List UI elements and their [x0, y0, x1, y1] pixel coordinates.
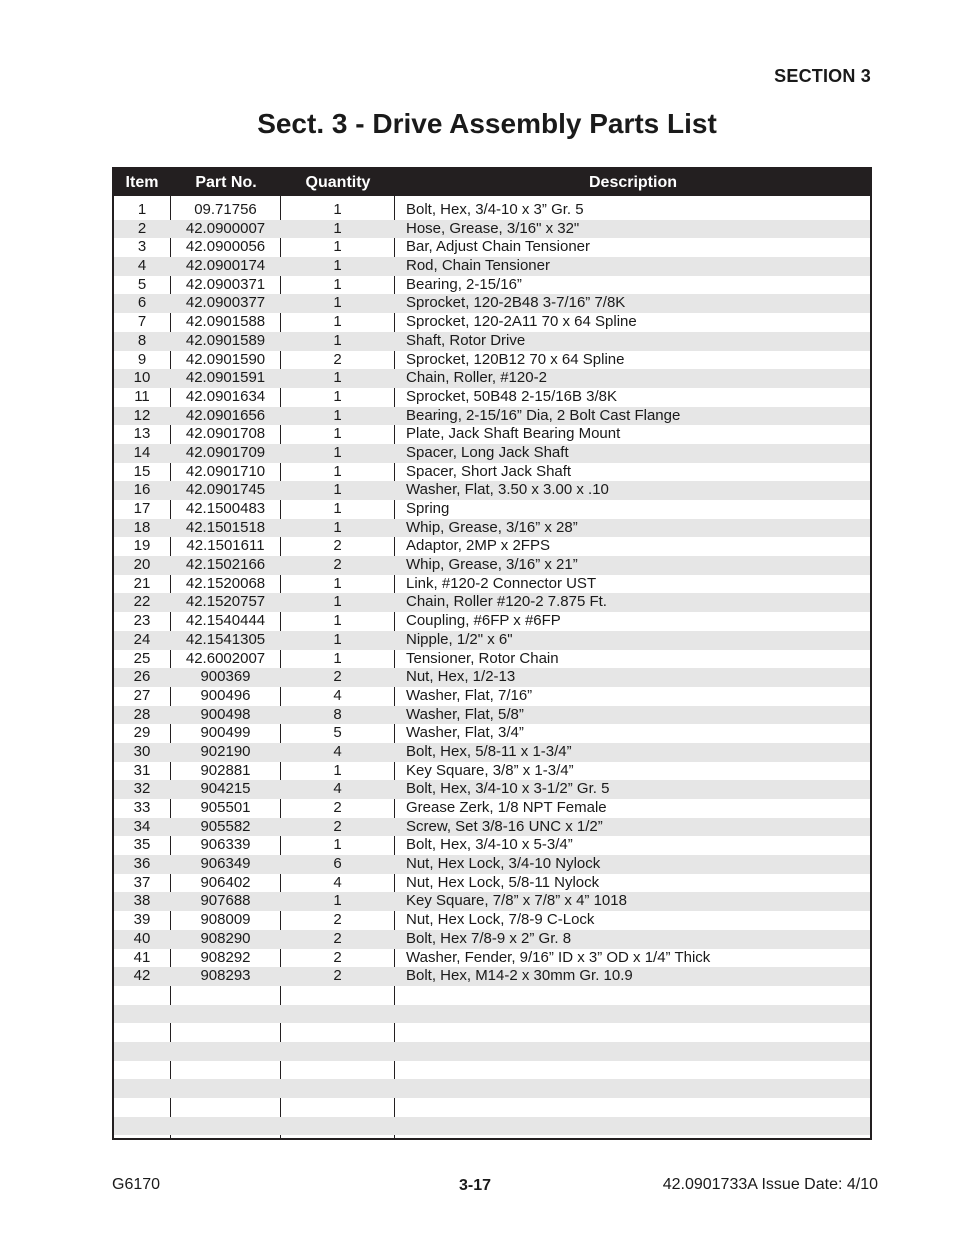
cell-item: 1 — [137, 201, 147, 218]
cell-description: Washer, Flat, 3/4” — [406, 724, 524, 742]
cell-description: Whip, Grease, 3/16” x 28” — [406, 518, 578, 536]
cell-quantity: 1 — [333, 761, 342, 779]
cell-description: Sprocket, 120-2B48 3-7/16” 7/8K — [406, 294, 626, 312]
table-header — [114, 169, 870, 196]
table-row — [114, 668, 870, 687]
cell-description: Bolt, Hex 7/8-9 x 2” Gr. 8 — [406, 929, 572, 947]
table-row — [114, 351, 870, 370]
cell-item: 14 — [133, 443, 151, 461]
cell-quantity: 1 — [333, 369, 342, 387]
table-row — [114, 799, 870, 818]
cell-part-no: 906349 — [200, 855, 251, 873]
table-row — [114, 631, 870, 650]
cell-description: Washer, Flat, 5/8” — [406, 705, 524, 723]
cell-item: 10 — [133, 369, 151, 387]
cell-item: 39 — [133, 911, 151, 929]
cell-part-no: 42.1501518 — [185, 518, 266, 536]
cell-quantity: 1 — [333, 612, 342, 630]
table-row — [114, 892, 870, 911]
table-row — [114, 836, 870, 855]
table-row — [114, 818, 870, 837]
cell-quantity: 1 — [333, 219, 342, 237]
cell-part-no: 42.0900371 — [185, 275, 266, 293]
cell-part-no: 42.1541305 — [185, 630, 266, 648]
table-row — [114, 780, 870, 799]
cell-part-no: 905582 — [200, 817, 251, 835]
table-row — [114, 556, 870, 575]
empty-table-row — [114, 1023, 870, 1042]
table-row — [114, 500, 870, 519]
cell-part-no: 900496 — [200, 686, 251, 704]
cell-item: 16 — [133, 481, 151, 499]
cell-part-no: 42.0900174 — [185, 257, 266, 275]
cell-description: Washer, Fender, 9/16” ID x 3” OD x 1/4” Thick — [406, 948, 711, 966]
cell-quantity: 1 — [333, 649, 342, 667]
cell-description: Screw, Set 3/8-16 UNC x 1/2” — [406, 817, 603, 835]
cell-item: 31 — [133, 761, 151, 779]
cell-item: 33 — [133, 799, 151, 816]
empty-table-row — [114, 1005, 870, 1024]
cell-quantity: 6 — [333, 855, 342, 873]
cell-quantity: 1 — [333, 574, 342, 592]
table-row — [114, 444, 870, 463]
cell-part-no: 42.1500483 — [185, 500, 266, 517]
cell-quantity: 1 — [333, 313, 342, 331]
table-row — [114, 855, 870, 874]
cell-quantity: 2 — [333, 556, 342, 574]
cell-item: 30 — [133, 742, 151, 760]
cell-part-no: 907688 — [200, 892, 251, 910]
cell-quantity: 2 — [333, 799, 342, 816]
cell-item: 12 — [133, 406, 151, 424]
cell-quantity: 4 — [333, 686, 342, 704]
cell-description: Nut, Hex Lock, 7/8-9 C-Lock — [406, 911, 595, 929]
cell-quantity: 1 — [333, 836, 342, 854]
parts-table — [112, 167, 872, 1140]
cell-item: 11 — [134, 387, 150, 405]
cell-description: Spring — [406, 500, 450, 517]
cell-part-no: 42.0901708 — [185, 425, 266, 443]
header-description: Description — [588, 174, 677, 191]
cell-part-no: 902881 — [200, 761, 251, 779]
cell-item: 6 — [137, 294, 147, 312]
table-row — [114, 238, 870, 257]
cell-item: 35 — [133, 836, 151, 854]
table-row — [114, 201, 870, 220]
cell-item: 40 — [133, 929, 151, 947]
cell-quantity: 1 — [333, 425, 342, 443]
footer-document-id: 42.0901733A Issue Date: 4/10 — [662, 1176, 878, 1193]
cell-quantity: 1 — [333, 462, 342, 480]
cell-quantity: 1 — [333, 481, 342, 499]
cell-item: 41 — [133, 948, 151, 966]
cell-quantity: 2 — [333, 817, 342, 835]
cell-quantity: 2 — [333, 948, 342, 966]
cell-description: Chain, Roller, #120-2 — [406, 369, 547, 387]
cell-description: Sprocket, 120B12 70 x 64 Spline — [406, 350, 625, 368]
cell-quantity: 4 — [333, 780, 342, 798]
table-row — [114, 294, 870, 313]
table-row — [114, 612, 870, 631]
cell-quantity: 2 — [333, 350, 342, 368]
header-part-no: Part No. — [195, 174, 257, 191]
cell-part-no: 42.0900377 — [185, 294, 266, 312]
footer-page-number: 3-17 — [459, 1177, 492, 1194]
cell-part-no: 900499 — [200, 724, 251, 742]
cell-part-no: 908290 — [200, 929, 251, 947]
empty-table-row — [114, 1117, 870, 1136]
page-title: Sect. 3 - Drive Assembly Parts List — [257, 108, 717, 139]
cell-quantity: 1 — [333, 387, 342, 405]
table-row — [114, 650, 870, 669]
cell-item: 32 — [133, 780, 151, 798]
cell-quantity: 4 — [333, 742, 342, 760]
section-label: SECTION 3 — [774, 66, 871, 86]
cell-item: 7 — [137, 313, 147, 331]
cell-part-no: 42.0901590 — [185, 350, 266, 368]
cell-description: Bearing, 2-15/16” — [406, 275, 522, 293]
cell-quantity: 2 — [333, 537, 342, 555]
cell-part-no: 42.0901589 — [185, 331, 266, 349]
cell-part-no: 42.0900056 — [185, 238, 266, 256]
cell-description: Spacer, Short Jack Shaft — [406, 462, 572, 480]
cell-description: Whip, Grease, 3/16” x 21” — [406, 556, 578, 574]
cell-quantity: 8 — [333, 705, 342, 723]
cell-part-no: 42.6002007 — [185, 649, 266, 667]
cell-part-no: 900498 — [200, 705, 251, 723]
cell-part-no: 902190 — [200, 742, 251, 760]
cell-quantity: 2 — [333, 911, 342, 929]
cell-description: Sprocket, 50B48 2-15/16B 3/8K — [406, 387, 617, 405]
cell-item: 4 — [137, 257, 147, 275]
cell-part-no: 42.1520757 — [185, 593, 266, 611]
table-body — [114, 201, 870, 1135]
cell-quantity: 2 — [333, 967, 342, 985]
cell-description: Nipple, 1/2" x 6" — [406, 630, 513, 648]
footer-model: G6170 — [112, 1176, 161, 1193]
cell-part-no: 42.1501611 — [186, 537, 265, 555]
cell-item: 3 — [137, 238, 147, 256]
cell-part-no: 905501 — [200, 799, 251, 816]
table-row — [114, 575, 870, 594]
cell-description: Grease Zerk, 1/8 NPT Female — [406, 799, 607, 816]
cell-item: 20 — [133, 556, 151, 574]
cell-item: 13 — [133, 425, 151, 443]
table-row — [114, 911, 870, 930]
cell-quantity: 2 — [333, 668, 342, 686]
table-row — [114, 706, 870, 725]
cell-description: Bolt, Hex, 5/8-11 x 1-3/4” — [406, 742, 572, 760]
cell-part-no: 42.0900007 — [185, 219, 266, 237]
cell-item: 17 — [133, 500, 151, 517]
cell-item: 29 — [133, 724, 151, 742]
cell-part-no: 904215 — [200, 780, 251, 798]
cell-part-no: 42.1540444 — [185, 612, 266, 630]
cell-item: 21 — [133, 574, 151, 592]
cell-item: 9 — [137, 350, 147, 368]
cell-part-no: 09.71756 — [194, 201, 257, 218]
cell-quantity: 1 — [333, 593, 342, 611]
cell-part-no: 908293 — [200, 967, 251, 985]
table-row — [114, 276, 870, 295]
cell-description: Bolt, Hex, 3/4-10 x 5-3/4” — [406, 836, 573, 854]
cell-item: 28 — [133, 705, 151, 723]
cell-description: Tensioner, Rotor Chain — [406, 649, 559, 667]
table-row — [114, 593, 870, 612]
cell-item: 27 — [133, 686, 151, 704]
header-quantity: Quantity — [305, 174, 371, 191]
table-row — [114, 332, 870, 351]
cell-part-no: 42.0901588 — [185, 313, 266, 331]
cell-item: 36 — [133, 855, 151, 873]
cell-description: Plate, Jack Shaft Bearing Mount — [406, 425, 621, 443]
table-row — [114, 313, 870, 332]
cell-description: Adaptor, 2MP x 2FPS — [406, 537, 550, 555]
cell-description: Bar, Adjust Chain Tensioner — [406, 238, 591, 256]
cell-part-no: 908292 — [200, 948, 251, 966]
cell-item: 8 — [137, 331, 147, 349]
table-row — [114, 762, 870, 781]
cell-quantity: 1 — [333, 257, 342, 275]
cell-quantity: 1 — [333, 238, 342, 256]
cell-item: 37 — [133, 873, 151, 891]
cell-part-no: 42.0901656 — [185, 406, 266, 424]
cell-description: Bolt, Hex, 3/4-10 x 3-1/2” Gr. 5 — [406, 780, 610, 798]
cell-part-no: 42.0901745 — [185, 481, 266, 499]
header-item: Item — [125, 174, 159, 191]
cell-item: 38 — [133, 892, 151, 910]
cell-part-no: 900369 — [200, 668, 251, 686]
cell-item: 26 — [133, 668, 151, 686]
cell-quantity: 1 — [333, 331, 342, 349]
table-row — [114, 407, 870, 426]
cell-part-no: 42.0901710 — [185, 462, 266, 480]
cell-quantity: 2 — [333, 929, 342, 947]
cell-item: 19 — [133, 537, 151, 555]
cell-item: 25 — [133, 649, 151, 667]
cell-description: Nut, Hex, 1/2-13 — [406, 668, 516, 686]
cell-part-no: 906402 — [200, 873, 251, 891]
cell-description: Spacer, Long Jack Shaft — [406, 443, 569, 461]
cell-quantity: 1 — [333, 201, 342, 218]
cell-quantity: 5 — [333, 724, 342, 742]
table-row — [114, 687, 870, 706]
cell-description: Coupling, #6FP x #6FP — [406, 612, 561, 630]
table-row — [114, 257, 870, 276]
table-row — [114, 724, 870, 743]
cell-quantity: 1 — [333, 892, 342, 910]
cell-item: 24 — [133, 630, 151, 648]
cell-item: 5 — [137, 275, 147, 293]
table-row — [114, 930, 870, 949]
table-row — [114, 481, 870, 500]
empty-table-row — [114, 1061, 870, 1080]
table-row — [114, 388, 870, 407]
empty-table-row — [114, 1042, 870, 1061]
table-row — [114, 463, 870, 482]
cell-description: Sprocket, 120-2A11 70 x 64 Spline — [406, 313, 637, 331]
cell-quantity: 1 — [333, 294, 342, 312]
cell-part-no: 42.0901591 — [185, 369, 266, 387]
empty-table-row — [114, 986, 870, 1005]
cell-part-no: 42.1520068 — [185, 574, 266, 592]
cell-part-no: 42.0901709 — [185, 443, 266, 461]
cell-part-no: 908009 — [200, 911, 251, 929]
table-row — [114, 743, 870, 762]
cell-quantity: 1 — [333, 500, 342, 517]
cell-part-no: 42.1502166 — [185, 556, 266, 574]
cell-quantity: 1 — [333, 518, 342, 536]
cell-part-no: 906339 — [200, 836, 251, 854]
cell-description: Hose, Grease, 3/16" x 32" — [406, 219, 580, 237]
cell-description: Key Square, 3/8” x 1-3/4” — [406, 761, 574, 779]
cell-quantity: 1 — [333, 630, 342, 648]
table-row — [114, 220, 870, 239]
cell-item: 18 — [133, 518, 151, 536]
cell-quantity: 4 — [333, 873, 342, 891]
table-row — [114, 425, 870, 444]
cell-item: 15 — [133, 462, 151, 480]
table-row — [114, 949, 870, 968]
cell-description: Nut, Hex Lock, 5/8-11 Nylock — [406, 873, 600, 891]
cell-quantity: 1 — [333, 443, 342, 461]
table-row — [114, 369, 870, 388]
cell-description: Washer, Flat, 3.50 x 3.00 x .10 — [406, 481, 609, 499]
cell-description: Bolt, Hex, 3/4-10 x 3” Gr. 5 — [406, 201, 584, 218]
empty-table-row — [114, 1098, 870, 1117]
table-row — [114, 874, 870, 893]
cell-quantity: 1 — [333, 406, 342, 424]
empty-table-row — [114, 1079, 870, 1098]
cell-quantity: 1 — [333, 275, 342, 293]
cell-item: 2 — [137, 219, 147, 237]
table-row — [114, 519, 870, 538]
cell-description: Shaft, Rotor Drive — [406, 331, 526, 349]
cell-description: Link, #120-2 Connector UST — [406, 574, 597, 592]
cell-item: 23 — [133, 612, 151, 630]
cell-description: Bearing, 2-15/16” Dia, 2 Bolt Cast Flange — [406, 406, 681, 424]
cell-description: Rod, Chain Tensioner — [406, 257, 550, 275]
cell-description: Nut, Hex Lock, 3/4-10 Nylock — [406, 855, 601, 873]
cell-description: Bolt, Hex, M14-2 x 30mm Gr. 10.9 — [406, 967, 633, 985]
table-row — [114, 967, 870, 986]
cell-description: Chain, Roller #120-2 7.875 Ft. — [406, 593, 607, 611]
cell-item: 34 — [133, 817, 151, 835]
cell-item: 42 — [133, 967, 151, 985]
cell-part-no: 42.0901634 — [185, 387, 266, 405]
cell-item: 22 — [133, 593, 151, 611]
cell-description: Key Square, 7/8” x 7/8” x 4” 1018 — [406, 892, 627, 910]
cell-description: Washer, Flat, 7/16” — [406, 686, 533, 704]
table-row — [114, 537, 870, 556]
